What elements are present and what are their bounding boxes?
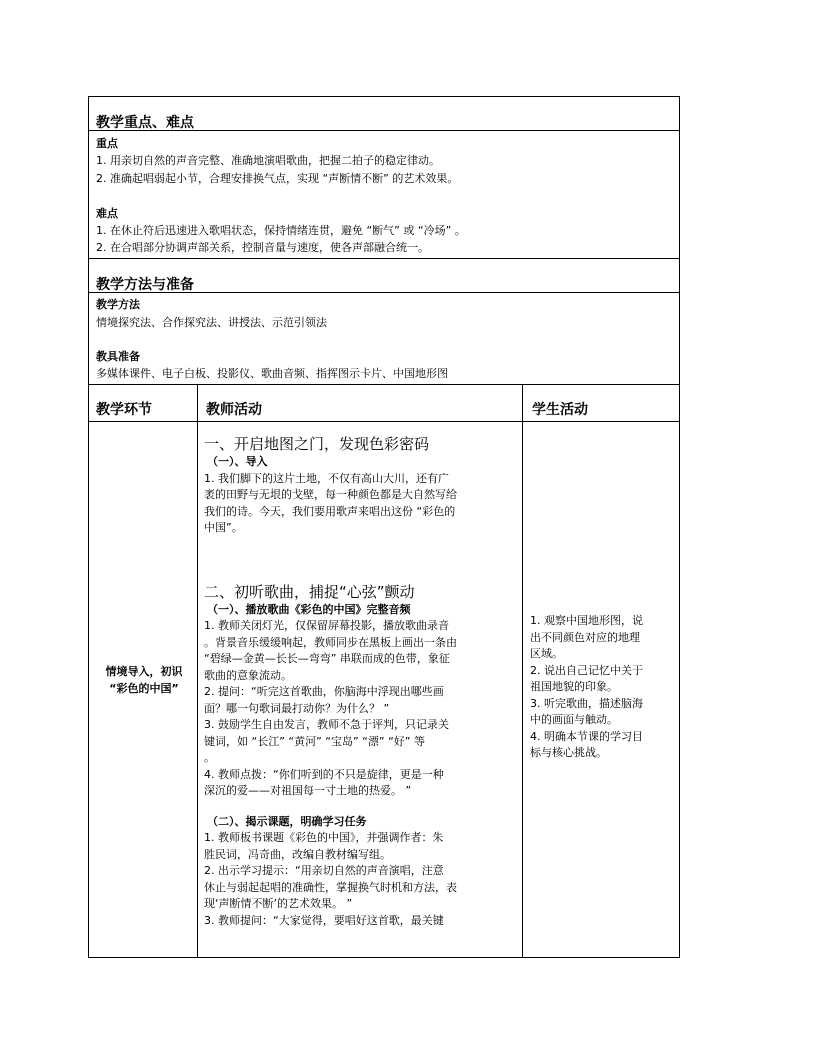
teacher-line: 现‘声断情不断’的艺术效果。 ”: [204, 897, 353, 910]
teacher-part2-subtitle: （一）、播放歌曲《彩色的中国》完整音频: [207, 602, 411, 616]
focus-heading: 教学重点、难点: [96, 115, 194, 131]
teacher-line: 袤的田野与无垠的戈壁，每一种颜色都是大自然写给: [204, 488, 457, 501]
student-line: 4. 明确本节课的学习目: [530, 729, 643, 743]
method-label: 教学方法: [96, 298, 140, 311]
student-line: 区域。: [530, 647, 563, 660]
teacher-activity: [204, 434, 516, 929]
tools-text: 多媒体课件、电子白板、投影仪、歌曲音频、指挥图示卡片、中国地形图: [96, 367, 448, 380]
student-line: 祖国地貌的印象。: [530, 680, 618, 693]
column-header-student: 学生活动: [532, 402, 588, 418]
teacher-line: 。背景音乐缓缓响起，教师同步在黑板上画出一条由: [204, 635, 457, 649]
column-divider: [197, 384, 198, 958]
key-points-label: 重点: [96, 137, 118, 150]
teacher-line: 深沉的爱——对祖国每一寸土地的热爱。 ”: [204, 784, 412, 797]
teacher-line: 我们的诗。今天，我们要用歌声来唱出这份 “彩色的: [204, 504, 456, 518]
column-header-teacher: 教师活动: [206, 402, 262, 418]
student-activity: [530, 613, 676, 762]
tools-label: 教具准备: [96, 350, 140, 363]
teacher-line: 1. 教师板书课题《彩色的中国》，并强调作者：朱: [204, 831, 444, 844]
student-line: 中的画面与触动。: [530, 713, 618, 726]
divider: [88, 130, 680, 131]
teacher-line: 。: [204, 751, 215, 764]
student-line: 出不同颜色对应的地理: [530, 630, 640, 644]
stage-label-line: 情境导入，初识: [105, 665, 183, 678]
difficult-point-item: 1. 在休止符后迅速进入歌唱状态，保持情绪连贯，避免 “断气” 或 “冷场” 。: [96, 224, 466, 237]
teacher-part1-title: 一、开启地图之门，发现色彩密码: [204, 435, 430, 453]
key-point-item: 2. 准确起唱弱起小节，合理安排换气点，实现 “声断情不断” 的艺术效果。: [96, 172, 459, 185]
lesson-plan-page: [88, 96, 680, 958]
teacher-part1-subtitle: （一）、导入: [207, 455, 268, 468]
teacher-part2-title: 二、初听歌曲，捕捉“心弦”颤动: [204, 582, 415, 601]
teacher-line: 胜民词，冯奇曲，改编自教材编写组。: [204, 847, 391, 861]
teacher-line: 3. 鼓励学生自由发言，教师不急于评判，只记录关: [204, 718, 449, 731]
teacher-line: 3. 教师提问：“大家觉得，要唱好这首歌，最关键: [204, 913, 444, 927]
teacher-line: 2. 提问：“听完这首歌曲，你脑海中浮现出哪些画: [204, 685, 444, 698]
teacher-line: 4. 教师点拨：“你们听到的不只是旋律，更是一种: [204, 767, 444, 781]
student-line: 3. 听完歌曲，描述脑海: [530, 696, 643, 710]
difficult-point-item: 2. 在合唱部分协调声部关系，控制音量与速度，使各声部融合统一。: [96, 241, 429, 254]
divider: [88, 258, 680, 259]
teacher-line: 歌曲的意象流动。: [204, 668, 292, 682]
teacher-line: 1. 教师关闭灯光，仅保留屏幕投影，播放歌曲录音: [204, 619, 449, 632]
divider: [88, 421, 680, 422]
teacher-line: “碧绿—金黄—长长—弯弯” 串联而成的色带，象征: [204, 652, 450, 665]
stage-label-line: “彩色的中国”: [109, 681, 179, 695]
teacher-line: 面？哪一句歌词最打动你？为什么？ ”: [204, 701, 390, 715]
methods-heading: 教学方法与准备: [96, 277, 194, 293]
column-header-stage: 教学环节: [96, 402, 152, 418]
divider: [88, 384, 680, 385]
teacher-line: 中国”。: [204, 521, 243, 534]
teacher-line: 键词，如 “长江” “黄河” “宝岛” “漂” “好” 等: [204, 734, 425, 748]
column-divider: [522, 384, 523, 958]
stage-label: [94, 664, 194, 697]
teacher-part2-subtitle: （二）、揭示课题，明确学习任务: [207, 814, 367, 828]
student-line: 标与核心挑战。: [530, 746, 607, 759]
method-text: 情境探究法、合作探究法、讲授法、示范引领法: [96, 316, 327, 329]
student-line: 2. 说出自己记忆中关于: [530, 663, 643, 677]
student-line: 1. 观察中国地形图，说: [530, 614, 643, 627]
key-point-item: 1. 用亲切自然的声音完整、准确地演唱歌曲，把握二拍子的稳定律动。: [96, 154, 440, 167]
teacher-line: 休止与弱起起唱的准确性，掌握换气时机和方法，表: [204, 880, 457, 894]
divider: [88, 292, 680, 293]
difficult-points-label: 难点: [96, 207, 118, 220]
teacher-line: 1. 我们脚下的这片土地，不仅有高山大川，还有广: [204, 471, 449, 485]
teacher-line: 2. 出示学习提示：“用亲切自然的声音演唱，注意: [204, 864, 444, 877]
